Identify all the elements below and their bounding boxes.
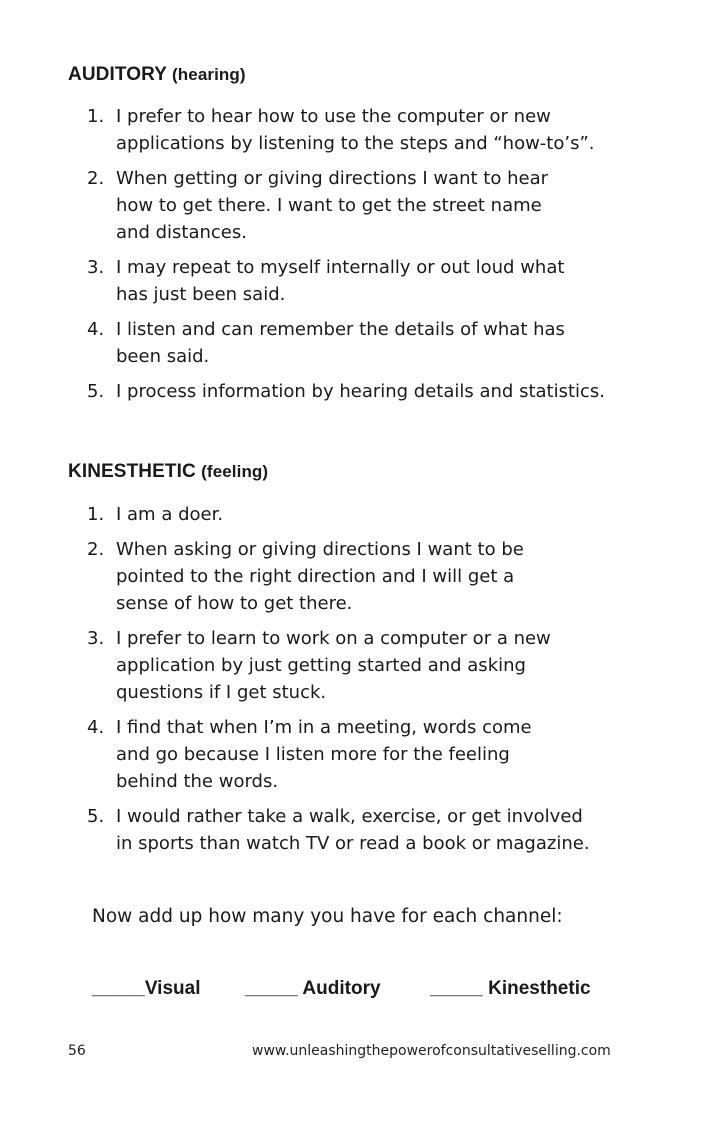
list-item — [82, 501, 642, 528]
tally-label: Kinesthetic — [488, 978, 591, 999]
page-number: 56 — [68, 1043, 86, 1059]
item-line: When asking or giving directions I want to be — [116, 539, 524, 560]
item-number: 4. — [87, 319, 105, 340]
item-line: and distances. — [116, 222, 247, 243]
item-line: and go because I listen more for the feeling — [116, 744, 510, 765]
list-item — [82, 803, 642, 857]
summary-instruction: Now add up how many you have for each channel: — [92, 906, 563, 927]
list-item — [82, 536, 642, 617]
list-item — [82, 254, 642, 308]
list-item — [82, 378, 642, 405]
item-line: questions if I get stuck. — [116, 682, 327, 703]
item-line: in sports than watch TV or read a book or magazine. — [116, 833, 590, 854]
footer-url: www.unleashingthepowerofconsultativeselling.com — [252, 1043, 611, 1059]
item-line: how to get there. I want to get the street name — [116, 195, 542, 216]
item-line: behind the words. — [116, 771, 279, 792]
section-heading-auditory — [68, 64, 246, 86]
section-subtitle: (hearing) — [172, 65, 246, 84]
item-line: I am a doer. — [116, 504, 224, 525]
section-title: KINESTHETIC — [68, 461, 196, 482]
item-line: has just been said. — [116, 284, 286, 305]
item-line: I listen and can remember the details of what has — [116, 319, 565, 340]
item-line: I prefer to hear how to use the computer or new — [116, 106, 551, 127]
section-subtitle: (feeling) — [201, 462, 269, 481]
item-number: 4. — [87, 717, 105, 738]
item-number: 3. — [87, 257, 105, 278]
item-line: I prefer to learn to work on a computer or a new — [116, 628, 551, 649]
tally-label: Visual — [144, 978, 201, 999]
tally-blank: _____ — [430, 978, 483, 999]
item-line: I find that when I’m in a meeting, words come — [116, 717, 532, 738]
tally-auditory — [245, 978, 381, 1000]
section-title: AUDITORY — [68, 64, 167, 85]
item-line: I would rather take a walk, exercise, or get involved — [116, 806, 583, 827]
tally-label: Auditory — [302, 978, 381, 999]
tally-kinesthetic — [430, 978, 591, 1000]
tally-blank: _____ — [92, 978, 145, 999]
tally-visual — [92, 978, 200, 1000]
list-item — [82, 316, 642, 370]
list-item — [82, 103, 642, 157]
list-item — [82, 165, 642, 246]
item-number: 1. — [87, 504, 105, 525]
item-number: 2. — [87, 168, 105, 189]
item-number: 2. — [87, 539, 105, 560]
item-line: sense of how to get there. — [116, 593, 353, 614]
item-line: applications by listening to the steps and “how-to’s”. — [116, 133, 595, 154]
item-line: I process information by hearing details and statistics. — [116, 381, 606, 402]
item-line: been said. — [116, 346, 210, 367]
item-number: 1. — [87, 106, 105, 127]
item-line: When getting or giving directions I want to hear — [116, 168, 549, 189]
item-line: application by just getting started and asking — [116, 655, 526, 676]
item-number: 5. — [87, 806, 105, 827]
section-heading-kinesthetic — [68, 461, 268, 483]
auditory-list — [82, 103, 642, 413]
item-number: 5. — [87, 381, 105, 402]
tally-blank: _____ — [245, 978, 298, 999]
item-number: 3. — [87, 628, 105, 649]
list-item — [82, 714, 642, 795]
list-item — [82, 625, 642, 706]
item-line: pointed to the right direction and I will get a — [116, 566, 515, 587]
item-line: I may repeat to myself internally or out loud what — [116, 257, 565, 278]
kinesthetic-list — [82, 501, 642, 865]
